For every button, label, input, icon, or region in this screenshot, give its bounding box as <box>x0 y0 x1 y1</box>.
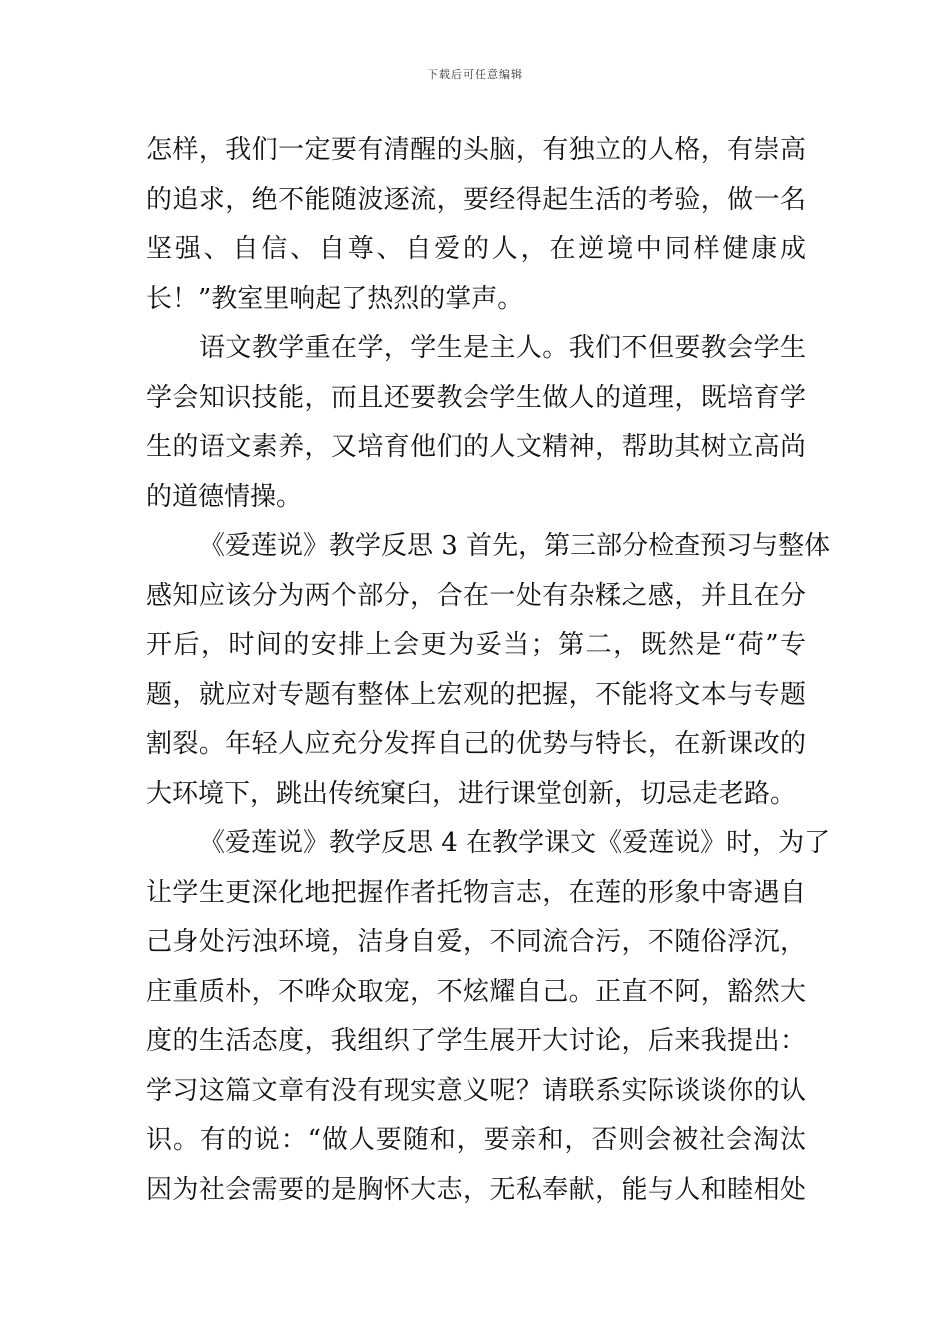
text-line: 度的生活态度，我组织了学生展开大讨论，后来我提出： <box>146 1026 806 1056</box>
text-line: 怎样，我们一定要有清醒的头脑，有独立的人格，有崇高 <box>146 135 806 165</box>
text-line: 《爱莲说》教学反思 4 在教学课文《爱莲说》时，为了 <box>199 828 831 858</box>
text-line: 因为社会需要的是胸怀大志，无私奉献，能与人和睦相处 <box>146 1174 806 1205</box>
text-line: 大环境下，跳出传统窠臼，进行课堂创新，切忌走老路。 <box>146 778 797 809</box>
text-line: 的道德情操。 <box>146 481 303 512</box>
text-line: 的追求，绝不能随波逐流，要经得起生活的考验，做一名 <box>146 184 806 215</box>
text-line: 语文教学重在学，学生是主人。我们不但要教会学生 <box>199 333 806 363</box>
text-line: 感知应该分为两个部分，合在一处有杂糅之感，并且在分 <box>146 580 806 611</box>
page-header: 下载后可任意编辑 <box>427 68 523 81</box>
text-line: 识。有的说：“做人要随和，要亲和，否则会被社会淘汰 <box>146 1125 806 1155</box>
text-line: 坚强、自信、自尊、自爱的人，在逆境中同样健康成 <box>146 234 806 264</box>
text-line: 《爱莲说》教学反思 3 首先，第三部分检查预习与整体 <box>199 531 831 561</box>
text-line: 长！”教室里响起了热烈的掌声。 <box>146 283 524 314</box>
text-line: 开后，时间的安排上会更为妥当；第二，既然是“荷”专 <box>146 630 806 660</box>
text-line: 割裂。年轻人应充分发挥自己的优势与特长，在新课改的 <box>146 729 806 759</box>
text-line: 学习这篇文章有没有现实意义呢？请联系实际谈谈你的认 <box>146 1075 806 1106</box>
text-line: 学会知识技能，而且还要教会学生做人的道理，既培育学 <box>146 382 806 413</box>
text-line: 让学生更深化地把握作者托物言志，在莲的形象中寄遇自 <box>146 877 806 908</box>
text-line: 己身处污浊环境，洁身自爱，不同流合污，不随俗浮沉， <box>146 927 806 957</box>
text-line: 生的语文素养，又培育他们的人文精神，帮助其树立高尚 <box>146 432 806 462</box>
text-line: 庄重质朴，不哗众取宠，不炫耀自己。正直不阿，豁然大 <box>146 976 806 1007</box>
document-body <box>146 126 831 1215</box>
text-line: 题，就应对专题有整体上宏观的把握，不能将文本与专题 <box>146 679 806 710</box>
